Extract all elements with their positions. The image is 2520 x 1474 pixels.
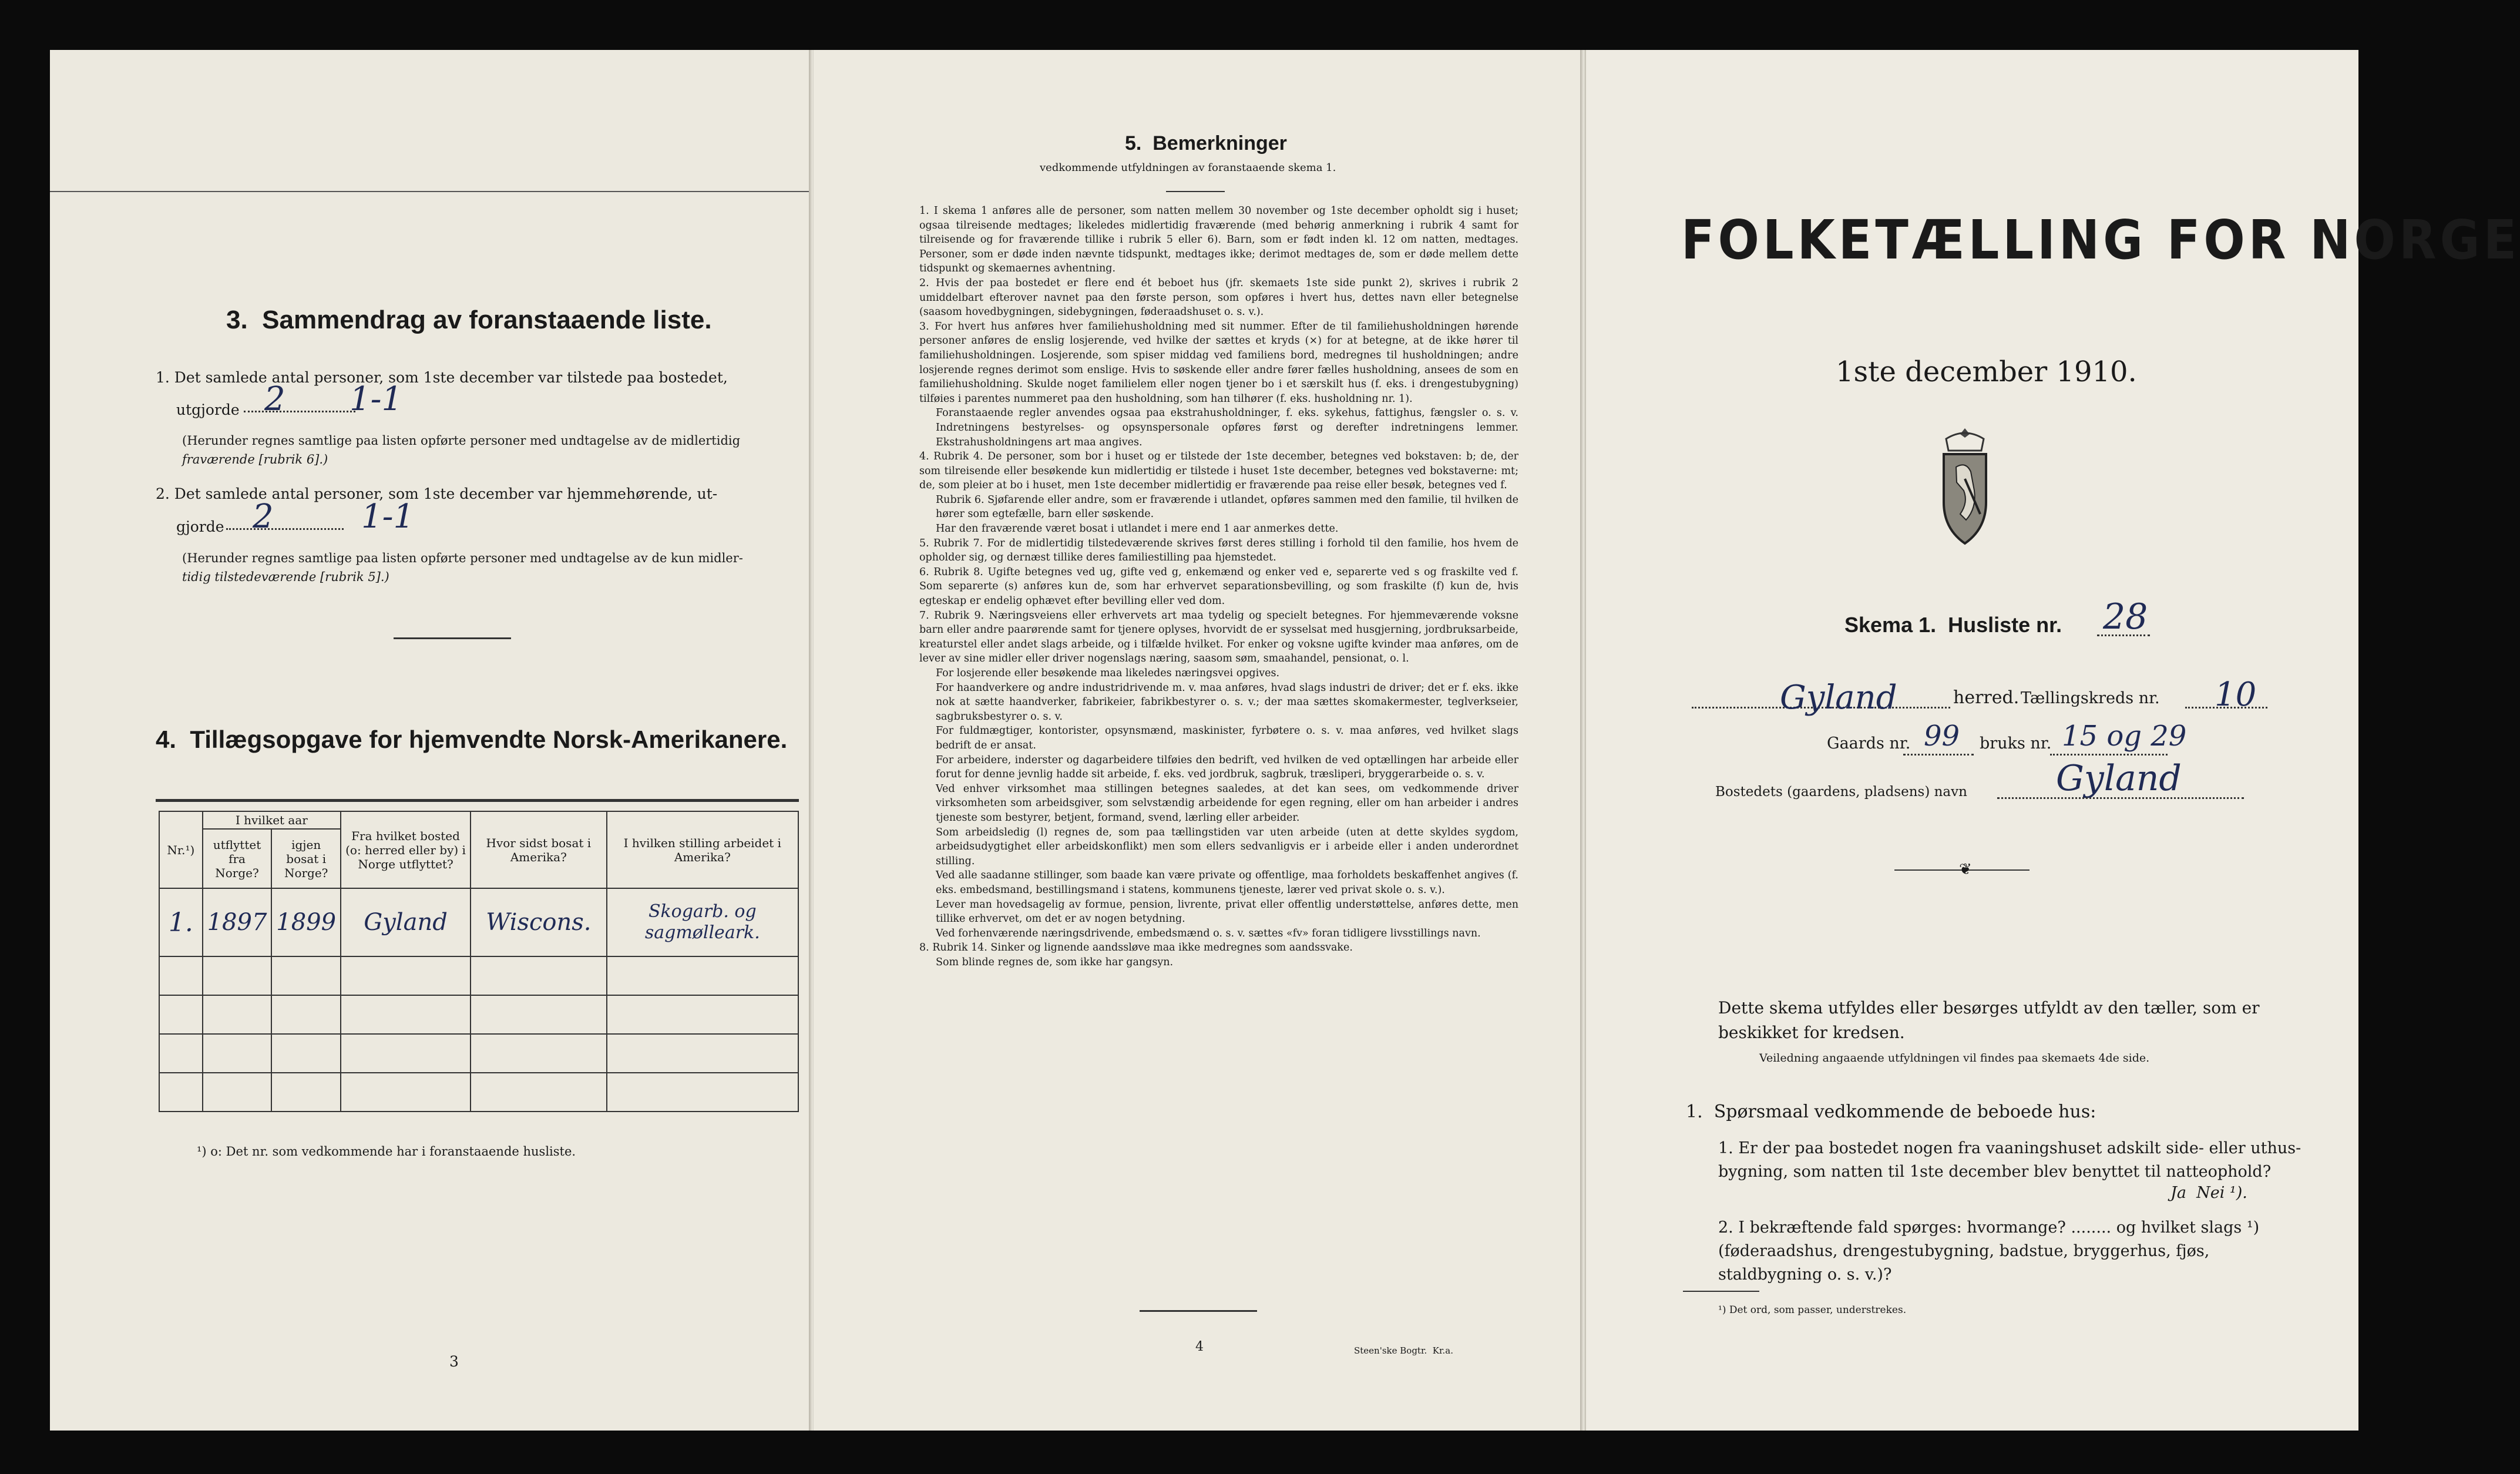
- page-3-summary: [50, 50, 814, 1431]
- remark-7: 7. Rubrik 9. Næringsveiens eller erhvervets art maa tydelig og specielt betegnes. For hjemmeværende voksne barn eller andre paarørende samt for tjenere oplyses, hvorvidt de er sysselsat med husgjerning, jordbruksarbeide, kreaturstel eller andet slags arbeide, og i tilfælde hvilket. For enker og voksne ugifte kvinder maa anføres, om de lever av sine midler eller driver nogenslags næring, saasom søm, smaahandel, pensionat, o. l.: [919, 609, 1518, 665]
- cover-page: [1586, 50, 2520, 1431]
- cell-position: Skogarb. og sagmølleark.: [607, 888, 798, 956]
- remark-7h: Ved alle saadanne stillinger, som baade kan være private og offentlige, maa forholdets beskaffenhet angives (f. eks. embedsmand, bestillingsmand i statens, kommunens tjeneste, lærer ved privat skole o. s. v.).: [936, 869, 1518, 896]
- bruks-value: 15 og 29: [2062, 720, 2187, 753]
- remark-2: 2. Hvis der paa bostedet er flere end ét beboet hus (jfr. skemaets 1ste side punkt 2), skrives i rubrik 2 umiddelbart efterover navnet paa den første person, som opføres i hvert hus, dettes navn eller betegnelse (saasom hovedbygningen, sidebygningen, føderaadshuset o. s. v.).: [919, 277, 1518, 318]
- item1-note-b: fraværende [rubrik 6].): [182, 452, 328, 466]
- top-rule: [50, 191, 814, 192]
- gaards-value: 99: [1924, 720, 1960, 753]
- item1-label: utgjorde: [176, 401, 240, 418]
- census-date: 1ste december 1910.: [1836, 355, 2137, 388]
- remarks-rule: [1166, 191, 1225, 192]
- item2-value: 2: [253, 498, 274, 536]
- bosted-label: Bostedets (gaardens, pladsens) navn: [1715, 784, 1967, 800]
- instructions: Dette skema utfyldes eller besørges utfyldt av den tæller, som er beskikket for kredsen.: [1718, 998, 2260, 1042]
- remark-4c: Har den fraværende været bosat i utlandet i mere end 1 aar anmerkes dette.: [936, 523, 1339, 535]
- item1-text: 1. Det samlede antal personer, som 1ste december var tilstede paa bostedet,: [156, 369, 728, 386]
- remark-7i: Lever man hovedsagelig av formue, pension, livrente, privat eller offentlig understøttelse, anføres dette, men tillike erhvervet, om det er av nogen betydning.: [936, 898, 1518, 925]
- remarks-body: [919, 204, 1518, 969]
- item2-dotted-line: [226, 528, 344, 530]
- col-from: Fra hvilket bosted (o: herred eller by) i Norge utflyttet?: [341, 811, 471, 888]
- question-1: 1. Er der paa bostedet nogen fra vaaningshuset adskilt side- eller uthus-bygning, som natten til 1ste december blev benyttet til natteophold?: [1718, 1139, 2301, 1181]
- kreds-dots: [2185, 707, 2267, 709]
- husliste-number: 28: [2103, 596, 2148, 637]
- bosted-dots: [1997, 797, 2244, 799]
- cell-returned: 1899: [271, 888, 341, 956]
- schema-label: Skema 1. Husliste nr.: [1844, 613, 2062, 637]
- norsk-amerikaner-table: [159, 811, 799, 1112]
- cell-nr: 1.: [159, 888, 203, 956]
- remark-8b: Som blinde regnes de, som ikke har gangsyn.: [936, 956, 1174, 968]
- table-top-rule: [156, 799, 799, 802]
- col-year-group: I hvilket aar: [203, 811, 341, 829]
- gaards-dots: [1903, 754, 1974, 756]
- page-number: 4: [1195, 1339, 1204, 1354]
- remark-8: 8. Rubrik 14. Sinker og lignende aandssløve maa ikke medregnes som aandssvake.: [919, 942, 1353, 954]
- item2-extra: 1-1: [361, 498, 415, 536]
- question-2: 2. I bekræftende fald spørges: hvormange? ........ og hvilket slags ¹) (føderaadshus, drengestubygning, badstue, bryggerhus, fjøs, staldbygning o. s. v.)?: [1718, 1218, 2260, 1284]
- kreds-value: 10: [2215, 676, 2257, 714]
- census-title: FOLKETÆLLING FOR NORGE: [1681, 209, 2520, 271]
- husliste-dots: [2097, 634, 2150, 636]
- remark-7e: For arbeidere, inderster og dagarbeidere tilføies den bedrift, ved hvilken de ved optællingen har arbeide eller forut for denne jevnlig hadde sit arbeide, f. eks. ved jordbruk, sagbruk, træsliperi, bryggerarbeide o. s. v.: [936, 754, 1518, 781]
- remark-7f: Ved enhver virksomhet maa stillingen betegnes saaledes, at det kan sees, om vedkommende driver virksomheten som arbeidsgiver, som selvstændig arbeidende for egen regning, eller om han arbeider i andres tjeneste som bestyrer, betjent, formand, svend, lærling eller arbeider.: [936, 783, 1518, 824]
- page-number: 3: [449, 1353, 459, 1370]
- herred-value: Gyland: [1780, 679, 1897, 717]
- remark-7d: For fuldmægtiger, kontorister, opsynsmænd, maskinister, fyrbøtere o. s. v. maa anføres, ved hvilket slags bedrift de er ansat.: [936, 725, 1518, 751]
- remarks-end-rule: [1140, 1310, 1257, 1312]
- table-row: [159, 995, 798, 1034]
- guidance: Veiledning angaaende utfyldningen vil findes paa skemaets 4de side.: [1759, 1052, 2150, 1065]
- kreds-label: Tællingskreds nr.: [2021, 689, 2160, 707]
- item2-text: 2. Det samlede antal personer, som 1ste december var hjemmehørende, ut-: [156, 485, 718, 502]
- table-row: [159, 888, 798, 956]
- section-4-title: 4. Tillægsopgave for hjemvendte Norsk-Amerikanere.: [156, 726, 788, 753]
- remark-4b: Rubrik 6. Sjøfarende eller andre, som er fraværende i utlandet, opføres sammen med den familie, til hvilken de hører som egtefælle, barn eller søskende.: [936, 493, 1518, 521]
- section-3-title: 3. Sammendrag av foranstaaende liste.: [226, 305, 712, 334]
- table-row: [159, 1073, 798, 1112]
- item1-extra: 1-1: [350, 380, 403, 418]
- remark-3: 3. For hvert hus anføres hver familiehusholdning med sit nummer. Efter de til familiehusholdningen hørende personer anføres de enslig losjerende, ved hvilke der sættes et kryds (×) for at betegne, at de ikke hører til familiehusholdningen. Losjerende, som spiser middag ved familiens bord, medregnes til husholdningen; andre losjerende regnes derimot som enslige. Hvis to søskende eller andre fører fælles husholdning, ansees de som en familiehusholdning. Skulde noget familielem eller nogen tjener bo i et særskilt hus (f. eks. i drengestubygning) tilføies i parentes nummeret paa den husholdning, som han tilhører (f. eks. husholdning nr. 1).: [919, 320, 1518, 405]
- col-position: I hvilken stilling arbeidet i Amerika?: [607, 811, 798, 888]
- cell-from: Gyland: [341, 888, 471, 956]
- item2-note-a: (Herunder regnes samtlige paa listen opførte personer med undtagelse av de kun midler-: [182, 551, 743, 565]
- footnote-rule: [1683, 1291, 1759, 1292]
- table-row: [159, 1034, 798, 1073]
- remark-4: 4. Rubrik 4. De personer, som bor i huset og er tilstede der 1ste december, betegnes ved bokstaven: b; de, der som tilreisende eller besøkende kun midlertidig er tilstede i huset 1ste december, betegnes ved bokstaverne: mt; de, som pleier at bo i huset, men 1ste december midlertidig er fraværende paa reise eller besøk, betegnes ved f.: [919, 451, 1518, 492]
- col-emigrated: utflyttet fra Norge?: [203, 829, 272, 888]
- printer-mark: Steen'ske Bogtr. Kr.a.: [1354, 1345, 1453, 1356]
- col-returned: igjen bosat i Norge?: [271, 829, 341, 888]
- table-row: [159, 956, 798, 995]
- col-where: Hvor sidst bosat i Amerika?: [471, 811, 607, 888]
- cover-footnote: ¹) Det ord, som passer, understrekes.: [1718, 1304, 1907, 1316]
- remarks-subtitle: vedkommende utfyldningen av foranstaaende skema 1.: [1040, 162, 1336, 174]
- question-1-answer: Ja Nei ¹).: [2170, 1184, 2247, 1202]
- remark-7j: Ved forhenværende næringsdrivende, embedsmænd o. s. v. sættes «fv» foran tidligere livsstillings navn.: [936, 927, 1481, 939]
- cell-emigrated: 1897: [203, 888, 272, 956]
- item2-label: gjorde: [176, 518, 224, 535]
- gaards-label: Gaards nr.: [1827, 734, 1911, 753]
- item2-note-b: tidig tilstedeværende [rubrik 5].): [182, 570, 389, 584]
- bruks-label: bruks nr.: [1980, 734, 2052, 753]
- divider: [394, 637, 511, 639]
- footnote: ¹) o: Det nr. som vedkommende har i foranstaaende husliste.: [197, 1144, 576, 1159]
- remarks-title: 5. Bemerkninger: [1125, 132, 1287, 155]
- item1-value: 2: [264, 380, 285, 418]
- cell-where: Wiscons.: [471, 888, 607, 956]
- remark-6: 6. Rubrik 8. Ugifte betegnes ved ug, gifte ved g, enkemænd og enker ved e, separerte ved s og fraskilte ved f. Som separerte (s) anføres kun de, som har erhvervet separationsbevilling, og som fraskilte (f) kun de, hvis egteskap er endelig ophævet efter bevilling eller ved dom.: [919, 566, 1518, 607]
- remark-7g: Som arbeidsledig (l) regnes de, som paa tællingstiden var uten arbeide (uten at dette skyldes sygdom, arbeidsudygtighet eller arbeidskonflikt) men som ellers sedvanligvis er i arbeide eller i anden underordnet stilling.: [936, 826, 1518, 867]
- col-nr: Nr.¹): [159, 811, 203, 888]
- coat-of-arms-icon: [1930, 426, 2000, 546]
- page-4-remarks: [814, 50, 1580, 1431]
- remark-5: 5. Rubrik 7. For de midlertidig tilstedeværende skrives først deres stilling i forhold til den familie, hos hvem de opholder sig, og dernæst tillike deres familiestilling paa hjemstedet.: [919, 537, 1518, 564]
- herred-label: herred.: [1953, 687, 2020, 708]
- ornament-icon: ❦: [1959, 861, 1972, 878]
- remark-1: 1. I skema 1 anføres alle de personer, som natten mellem 30 november og 1ste december opholdt sig i huset; ogsaa tilreisende medtages; likeledes midlertidig fraværende (med behørig anmerkning i rubrik 4 samt for tilreisende og for fraværende tillike i rubrik 5 eller 6). Barn, som er født inden kl. 12 om natten, medtages. Personer, som er døde inden nævnte tidspunkt, medtages ikke; derimot medtages de, som er døde mellem dette tidspunkt og skemaernes avhentning.: [919, 205, 1518, 275]
- bosted-value: Gyland: [2056, 758, 2182, 799]
- bruks-dots: [2050, 754, 2168, 756]
- item1-note-a: (Herunder regnes samtlige paa listen opførte personer med undtagelse av de midlertidig: [182, 434, 741, 448]
- remark-7c: For haandverkere og andre industridrivende m. v. maa anføres, hvad slags industri de driver; det er f. eks. ikke nok at sætte haandverker, fabrikeier, fabrikbestyrer o. s. v.; der maa sættes skomakermester, teglverkseier, sagbruksbestyrer o. s. v.: [936, 681, 1518, 723]
- remark-7b: For losjerende eller besøkende maa likeledes næringsvei opgives.: [936, 667, 1280, 679]
- questions-header: 1. Spørsmaal vedkommende de beboede hus:: [1686, 1102, 2096, 1122]
- item1-dotted-line: [244, 411, 355, 412]
- remark-3b: Foranstaaende regler anvendes ogsaa paa ekstrahusholdninger, f. eks. sykehus, fattighus, fængsler o. s. v. Indretningens bestyrelses- og opsynspersonale opføres først og derefter indretningens lemmer. Ekstrahusholdningens art maa angives.: [936, 407, 1518, 448]
